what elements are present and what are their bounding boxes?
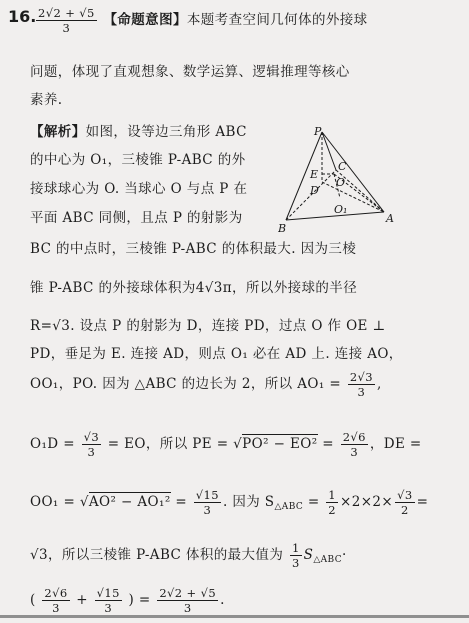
intent-tag: 【命题意图】: [103, 12, 187, 28]
solution-line-5: BC 的中点时，三棱锥 P-ABC 的体积最大. 因为三棱: [30, 241, 357, 257]
solution-line-1: 【解析】如图，设等边三角形 ABC: [30, 124, 247, 140]
fraction: $\frac{2√2 + √5}{3}$: [159, 586, 217, 615]
fraction: $\frac{1}{2}$: [328, 488, 337, 517]
radical: PO² − EO²: [242, 436, 318, 452]
pyramid-figure: [278, 126, 408, 238]
segment-ad: [322, 182, 384, 212]
fraction: $\frac{2√6}{3}$: [342, 430, 366, 459]
problem-number: 16.: [8, 7, 37, 26]
intent-text-2: 问题，体现了直观想象、数学运算、逻辑推理等核心: [30, 64, 350, 80]
label-c: C: [338, 160, 347, 173]
solution-line-10: O₁D = $\frac{√3}{3}$ = EO，所以 PE = √PO² − EO² = $\frac{2√6}{3}$ ，DE =: [30, 430, 422, 459]
label-p: P: [314, 126, 322, 138]
fraction: $\frac{√3}{3}$: [83, 430, 100, 459]
label-o1: O₁: [334, 203, 348, 216]
fraction: $\frac{2√6}{3}$: [44, 586, 68, 615]
fraction: $\frac{1}{3}$: [291, 541, 300, 570]
solution-tag: 【解析】: [30, 124, 86, 140]
fraction: $\frac{√3}{2}$: [397, 488, 413, 517]
solution-line-13: ( $\frac{2√6}{3}$ + $\frac{√15}{3}$ ) = $\frac{2√2 + √5}{3}$ .: [30, 586, 225, 615]
radical: AO² − AO₁²: [88, 494, 171, 510]
solution-line-9: OO₁，PO. 因为 △ABC 的边长为 2，所以 AO₁ = $\frac{2√3}{3}$ ,: [30, 370, 382, 399]
edge-pc: [322, 132, 336, 170]
label-e: E: [310, 168, 319, 181]
label-b: B: [278, 222, 287, 235]
fraction: $\frac{2√3}{3}$: [349, 370, 373, 399]
solution-line-6: 锥 P-ABC 的外接球体积为4√3π，所以外接球的半径: [30, 280, 358, 296]
answer-line: [34, 6, 368, 35]
edge-pa: [322, 132, 384, 212]
solution-line-11: OO₁ = √AO² − AO₁² = $\frac{√15}{3}$ . 因为 $S_{\triangle ABC}$ = $\frac{1}{2}$ ×2×2× $\frac{√3}{2}$ =: [30, 488, 429, 517]
solution-line-3: 接球球心为 O. 当球心 O 与点 P 在: [30, 181, 248, 197]
solution-line-12: √3，所以三棱锥 P-ABC 体积的最大值为 $\frac{1}{3}$ $S_{\triangle ABC}\cdot$: [30, 541, 347, 570]
label-d: D: [310, 184, 319, 197]
page-bottom-rule: [0, 615, 469, 618]
intent-text-3: 素养.: [30, 92, 63, 108]
answer-fraction: $\frac{2√2 + √5}{3}$: [38, 6, 95, 35]
solution-line-8: PD，垂足为 E. 连接 AD，则点 O₁ 必在 AD 上. 连接 AO，: [30, 346, 403, 362]
solution-line-7: R=√3. 设点 P 的射影为 D，连接 PD，过点 O 作 OE ⊥: [30, 318, 386, 334]
label-a: A: [386, 212, 394, 225]
solution-line-4: 平面 ABC 同侧，且点 P 的射影为: [30, 210, 243, 226]
label-o: O: [336, 176, 346, 189]
fraction: $\frac{√15}{3}$: [195, 488, 219, 517]
fraction: $\frac{√15}{3}$: [96, 586, 120, 615]
solution-line-2: 的中心为 O₁，三棱锥 P-ABC 的外: [30, 152, 246, 168]
intent-text-1: 本题考查空间几何体的外接球: [186, 12, 368, 28]
